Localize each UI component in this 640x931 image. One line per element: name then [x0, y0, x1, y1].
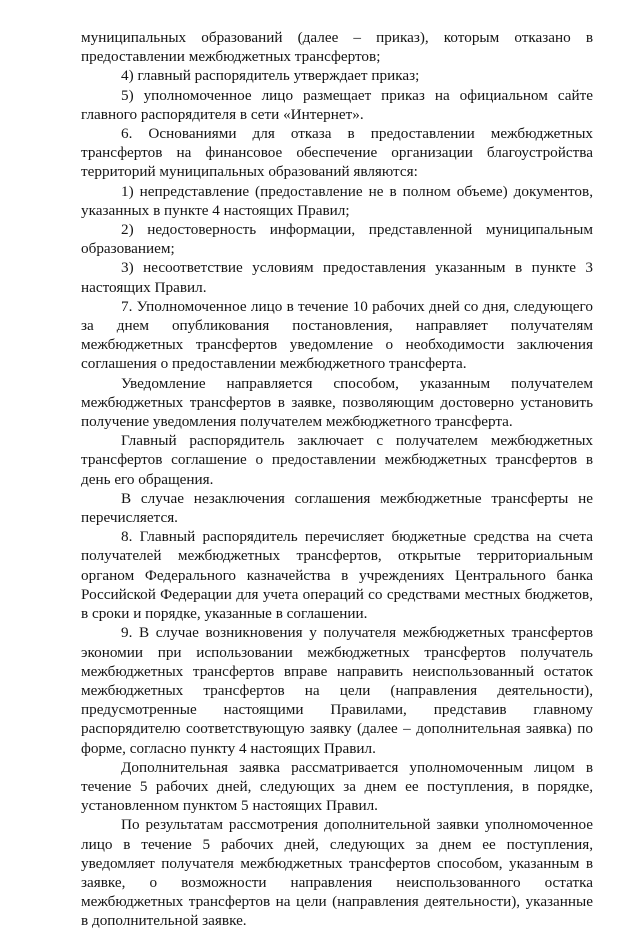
- paragraph-reason-2: 2) недостоверность информации, представленной муниципальным образованием;: [81, 221, 593, 258]
- paragraph-reason-1: 1) непредставление (предоставление не в полном объеме) документов, указанных в пункте 4 настоящих Правил;: [81, 182, 593, 219]
- paragraph-section-7: 7. Уполномоченное лицо в течение 10 рабочих дней со дня, следующего за днем опубликования постановления, направляет получателям межбюджетных трансфертов уведомление о необходимости заключения соглашения о предоставлении межбюджетного трансферта.: [81, 297, 593, 373]
- paragraph-section-6: 6. Основаниями для отказа в предоставлении межбюджетных трансфертов на финансовое обеспечение организации благоустройства территорий муниципальных образований являются:: [81, 125, 593, 181]
- paragraph-review-results: По результатам рассмотрения дополнительной заявки уполномоченное лицо в течение 5 рабочих дней, следующих за днем ее поступления, уведомляет получателя межбюджетных трансфертов способом, указанным в заявке, о возможности направления неиспользованного остатка межбюджетных трансфертов на цели (направления деятельности), указанные в дополнительной заявке.: [81, 816, 593, 930]
- paragraph-section-9: 9. В случае возникновения у получателя межбюджетных трансфертов экономии при использовании межбюджетных трансфертов получатель межбюджетных трансфертов вправе направить неиспользованный остаток межбюджетных трансфертов на цели (направления деятельности), предусмотренные настоящими Правилами, представив главному распорядителю соответствующую заявку (далее – дополнительная заявка) по форме, согласно пункту 4 настоящих Правил.: [81, 624, 593, 757]
- paragraph-item-4: 4) главный распорядитель утверждает приказ;: [121, 67, 420, 85]
- paragraph-notification: Уведомление направляется способом, указанным получателем межбюджетных трансфертов в заявке, позволяющим достоверно установить получение уведомления получателем межбюджетного трансферта.: [81, 374, 593, 431]
- paragraph-no-agreement: В случае незаключения соглашения межбюджетные трансферты не перечисляется.: [81, 489, 593, 527]
- document-body: [81, 28, 593, 931]
- paragraph-section-8: 8. Главный распорядитель перечисляет бюджетные средства на счета получателей межбюджетных трансфертов, открытые территориальным органом Федерального казначейства в учреждениях Центрального банка Российской Федерации для учета операций со средствами местных бюджетов, в сроки и порядке, указанные в соглашении.: [81, 528, 593, 623]
- paragraph-reason-3: 3) несоответствие условиям предоставления указанным в пункте 3 настоящих Правил.: [81, 259, 593, 296]
- paragraph-agreement: Главный распорядитель заключает с получателем межбюджетных трансфертов соглашение о предоставлении межбюджетных трансфертов в день его обращения.: [81, 432, 593, 488]
- paragraph-additional-request: Дополнительная заявка рассматривается уполномоченным лицом в течение 5 рабочих дней, следующих за днем ее поступления, в порядке, установленном пунктом 5 настоящих Правил.: [81, 758, 593, 815]
- paragraph-item-5: 5) уполномоченное лицо размещает приказ на официальном сайте главного распорядителя в сети «Интернет».: [81, 86, 593, 123]
- paragraph-continuation: муниципальных образований (далее – приказ), которым отказано в предоставлении межбюджетных трансфертов;: [81, 29, 593, 66]
